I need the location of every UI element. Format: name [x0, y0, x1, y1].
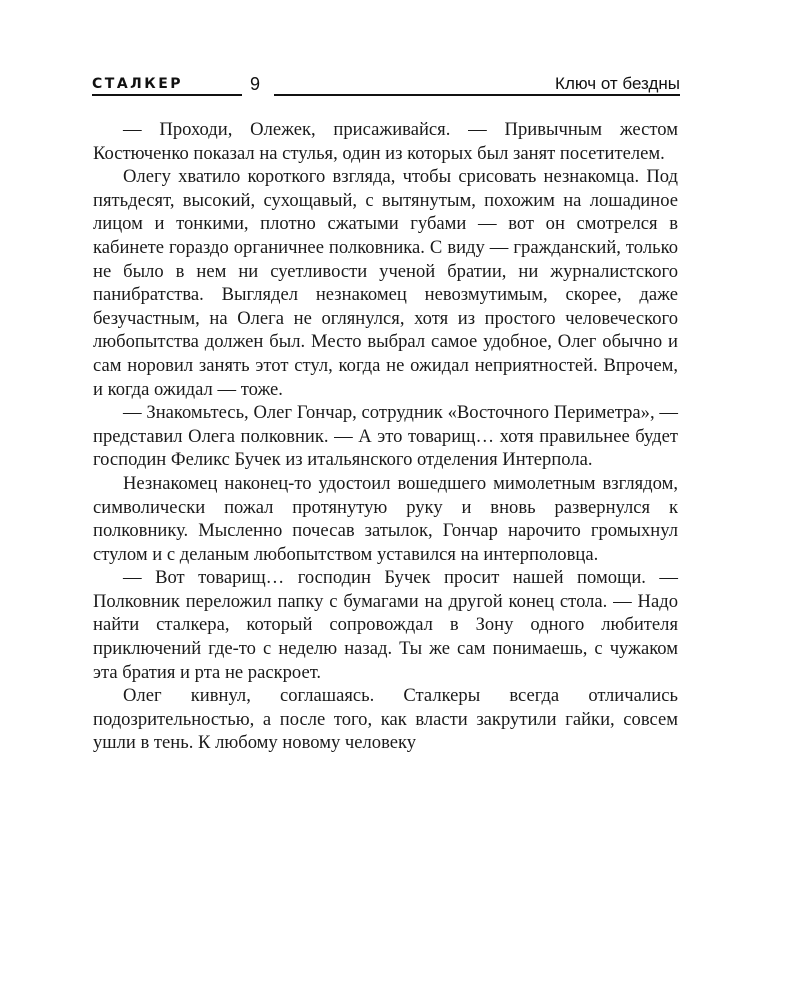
- paragraph: — Знакомьтесь, Олег Гончар, сотрудник «Восточного Периметра», — представил Олега полковник. — А это товарищ… хотя правильнее будет господин Феликс Бучек из итальянского отделения Интерпола.: [93, 402, 678, 471]
- series-name: СТАЛКЕР: [92, 76, 184, 92]
- header-rule-right: [274, 94, 680, 96]
- body-text: [93, 118, 678, 755]
- header-rule-left: [92, 94, 242, 96]
- running-header: [92, 74, 680, 98]
- paragraph: Олегу хватило короткого взгляда, чтобы срисовать незнакомца. Под пятьдесят, высокий, сухощавый, с вытянутым, похожим на лошадиное лицом и тонкими, плотно сжатыми губами — вот он смотрелся в кабинете гораздо органичнее полковника. С виду — гражданский, только не было в нем ни суетливости ученой братии, ни журналистского панибратства. Выглядел незнакомец невозмутимым, скорее, даже безучастным, на Олега не оглянулся, хотя из простого человеческого любопытства должен был. Место выбрал самое удобное, Олег обычно и сам норовил занять этот стул, когда не ожидал неприятностей. Впрочем, и когда ожидал — тоже.: [93, 166, 678, 400]
- paragraph: — Проходи, Олежек, присаживайся. — Привычным жестом Костюченко показал на стулья, один из которых был занят посетителем.: [93, 119, 678, 164]
- page-number: 9: [250, 74, 261, 94]
- book-title: Ключ от бездны: [549, 74, 680, 94]
- paragraph: Незнакомец наконец-то удостоил вошедшего мимолетным взглядом, символически пожал протянутую руку и вновь развернулся к полковнику. Мысленно почесав затылок, Гончар нарочито громыхнул стулом и с деланым любопытством уставился на интерполовца.: [93, 472, 678, 565]
- paragraph: Олег кивнул, соглашаясь. Сталкеры всегда отличались подозрительностью, а после того, как власти закрутили гайки, совсем ушли в тень. К любому новому человеку: [93, 685, 678, 754]
- paragraph: — Вот товарищ… господин Бучек просит нашей помощи. — Полковник переложил папку с бумагами на другой конец стола. — Надо найти сталкера, который сопровождал в Зону одного любителя приключений где-то с неделю назад. Ты же сам понимаешь, с чужаком эта братия и рта не раскроет.: [93, 567, 678, 683]
